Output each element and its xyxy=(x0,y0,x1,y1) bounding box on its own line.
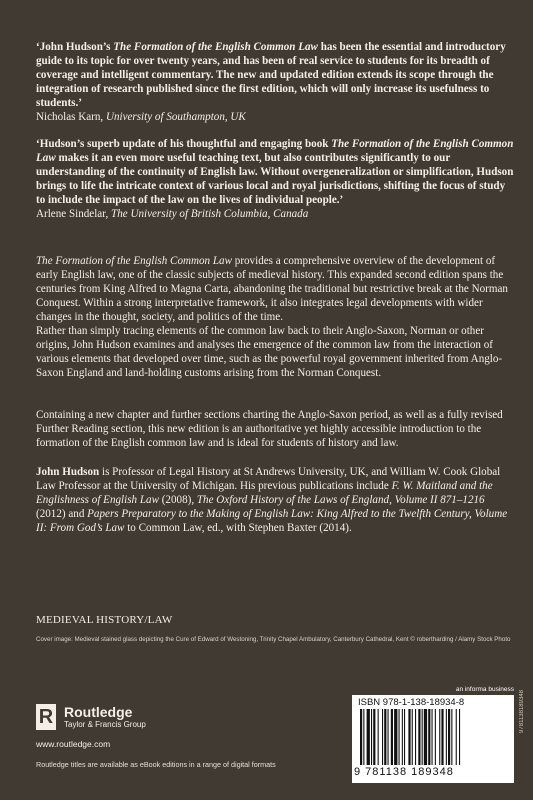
barcode-bar xyxy=(388,709,389,765)
review-quote-1 xyxy=(36,40,514,124)
barcode-bar xyxy=(439,709,440,765)
barcode-bar xyxy=(451,709,452,765)
barcode-bar xyxy=(394,709,397,765)
barcode-box xyxy=(352,695,514,783)
barcode-bar xyxy=(441,709,443,765)
quote-2-title: The Formation of the English Common Law xyxy=(36,138,514,164)
publisher-name: Routledge xyxy=(64,703,133,720)
barcode-bar xyxy=(418,709,420,765)
barcode-bar xyxy=(367,709,370,765)
barcode-bar xyxy=(363,709,364,765)
barcode-bar xyxy=(373,709,375,765)
barcode-bar xyxy=(360,709,362,765)
description-2-text: Rather than simply tracing elements of the common law back to their Anglo-Saxon, Norman or other origins, John Hudson examines and analyses the emergence of the common law from the interaction of various elements that developed over time, such as the powerful royal government inherited from Anglo-Saxon England and land-holding customs arising from the Norman Conquest. xyxy=(36,325,503,379)
description-paragraph-3 xyxy=(36,408,514,450)
review-quote-2 xyxy=(36,137,514,221)
barcode-bar xyxy=(432,709,433,765)
description-paragraph-2 xyxy=(36,324,514,380)
description-3-text: Containing a new chapter and further sections charting the Anglo-Saxon period, as well as a fully revised Further Reading section, this new edition is an authoritative yet highly accessible introduction to the formation of the English common law and is ideal for students of history and law. xyxy=(36,409,503,449)
description-paragraph-1 xyxy=(36,254,514,324)
author-bio xyxy=(36,465,514,535)
subject-category: MEDIEVAL HISTORY/LAW xyxy=(36,614,173,626)
author-name: John Hudson xyxy=(36,466,100,478)
quote-2-institution: The University of British Columbia, Canada xyxy=(111,208,309,220)
ebook-note: Routledge titles are available as eBook editions in a range of digital formats xyxy=(36,760,276,769)
barcode-bar xyxy=(446,709,447,765)
barcode-area xyxy=(352,686,514,783)
quote-2-body: makes it an even more useful teaching text, but also contributes significantly to our understanding of the continuity of English law. Without overgeneralization or simplification, Hudson brings to life the intricate context of various local and royal jurisdictions, shifting the focus of study to include the impact of the law on the lives of individual people.’ xyxy=(36,152,514,206)
barcode-bar xyxy=(415,709,416,765)
informa-tagline: an informa business xyxy=(455,686,514,693)
barcode-bar xyxy=(456,709,457,765)
description-book-title: The Formation of the English Common Law xyxy=(36,255,232,267)
isbn-label: ISBN 978-1-138-18934-8 xyxy=(358,697,465,708)
barcode-bar xyxy=(391,709,393,765)
quote-1-institution: University of Southampton, UK xyxy=(105,111,246,123)
bio-book-3: Papers Preparatory to the Making of English Law: King Alfred to the Twelfth Century, Volume II: From God’s Law xyxy=(36,508,508,534)
barcode-bar xyxy=(408,709,410,765)
barcode-bar xyxy=(399,709,400,765)
routledge-logo-icon: R xyxy=(36,704,56,730)
barcode-bar xyxy=(404,709,405,765)
bio-book-1: F. W. Maitland and the Englishness of English Law xyxy=(36,480,493,506)
barcode-icon xyxy=(360,709,506,765)
bio-text-2: (2008), xyxy=(158,494,197,506)
vertical-isbn: 9781138189348 xyxy=(519,690,525,733)
quote-1-author: Nicholas Karn, xyxy=(36,111,106,123)
quote-1-lead: ‘John Hudson’s xyxy=(36,41,114,53)
publisher-logo xyxy=(36,704,146,730)
barcode-bar xyxy=(378,709,379,765)
bio-text-1: is Professor of Legal History at St Andrews University, UK, and William W. Cook Global Law Professor at the University of Michigan. His previous publications include xyxy=(36,466,501,492)
barcode-bar xyxy=(435,709,436,765)
barcode-bar xyxy=(459,709,460,765)
cover-image-credit: Cover image: Medieval stained glass depicting the Cure of Edward of Westoning, Trinity Chapel Ambulatory, Canterbury Cathedral, Kent © robertharding / Alamy Stock Photo xyxy=(36,636,511,643)
quote-2-lead: ‘Hudson’s superb update of his thoughtful and engaging book xyxy=(36,138,332,150)
bio-text-4: to Common Law, ed., with Stephen Baxter (2014). xyxy=(124,522,352,534)
barcode-bar xyxy=(384,709,386,765)
quote-2-author: Arlene Sindelar, xyxy=(36,208,112,220)
quote-1-body: has been the essential and introductory guide to its topic for over twenty years, and has been of real service to students for its breadth of coverage and intelligent commentary. The new and updated edition extends its scope through the integration of research published since the first edition, which will only increase its usefulness to students.’ xyxy=(36,41,506,109)
barcode-bar xyxy=(448,709,450,765)
barcode-bar xyxy=(428,709,430,765)
barcode-bar xyxy=(412,709,413,765)
barcode-bar xyxy=(422,709,423,765)
barcode-bar xyxy=(424,709,427,765)
barcode-digits: 9 781138 189348 xyxy=(354,766,454,778)
barcode-bar xyxy=(402,709,403,765)
barcode-bar xyxy=(371,709,372,765)
publisher-url: www.routledge.com xyxy=(36,739,111,749)
bio-text-3: (2012) and xyxy=(36,508,88,520)
quote-1-title: The Formation of the English Common Law xyxy=(113,41,318,53)
description-1-body: provides a comprehensive overview of the development of early English law, one of the classic subjects of medieval history. This expanded second edition spans the centuries from King Alfred to Magna Carta, abandoning the traditional but restrictive break at the Norman Conquest. Within a strong interpretative framework, it also integrates legal developments with wider changes in the thought, society, and politics of the time. xyxy=(36,255,508,323)
barcode-bar xyxy=(382,709,383,765)
publisher-group: Taylor & Francis Group xyxy=(64,719,146,729)
bio-book-2: The Oxford History of the Laws of England, Volume II 871–1216 xyxy=(196,494,485,506)
